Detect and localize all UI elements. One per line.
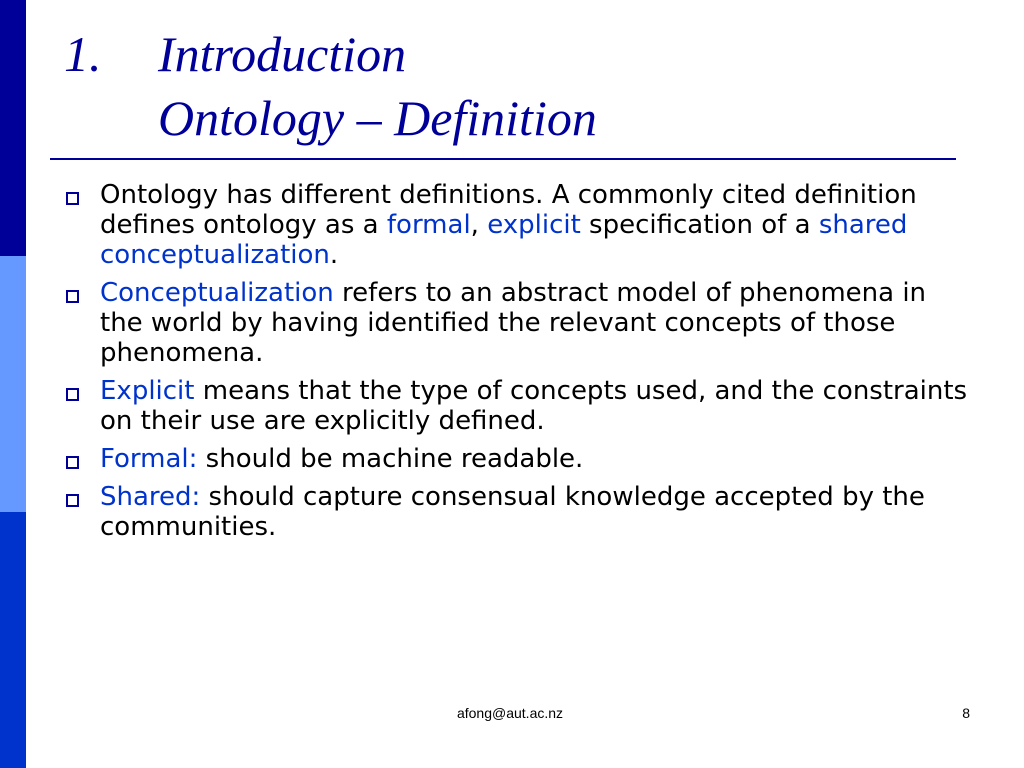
highlight-term-shared-conceptualization: shared conceptualization	[100, 210, 908, 270]
bullet-text: ,	[470, 210, 488, 240]
title-line-1	[64, 22, 964, 86]
highlight-term-explicit: explicit	[487, 210, 581, 240]
bullet-item	[64, 444, 974, 474]
side-bar-top-segment	[0, 0, 26, 256]
bullet-list	[64, 180, 974, 550]
title-divider	[50, 158, 956, 160]
bullet-item	[64, 180, 974, 270]
highlight-term-formal: Formal:	[100, 444, 198, 474]
side-bar	[0, 0, 26, 768]
bullet-text: .	[329, 240, 339, 270]
bullet-item	[64, 376, 974, 436]
footer-page-number: 8	[962, 705, 970, 721]
highlight-term-shared: Shared:	[100, 482, 201, 512]
bullet-text: Ontology has different definitions. A commonly cited definition defines ontology as a	[100, 180, 917, 240]
square-bullet-icon	[66, 192, 79, 205]
title-heading: Introduction	[158, 26, 407, 82]
footer-email: afong@aut.ac.nz	[456, 705, 564, 721]
highlight-term-explicit: Explicit	[100, 376, 195, 406]
title-number: 1.	[64, 26, 102, 82]
title-line-2	[64, 86, 964, 150]
bullet-item	[64, 278, 974, 368]
side-bar-middle-segment	[0, 256, 26, 512]
bullet-text: should capture consensual knowledge accepted by the communities.	[100, 482, 925, 542]
bullet-text: refers to an abstract model of phenomena in the world by having identified the relevant concepts of those phenomena.	[100, 278, 927, 368]
slide-title	[64, 22, 964, 150]
bullet-text: means that the type of concepts used, and the constraints on their use are explicitly defined.	[100, 376, 968, 436]
square-bullet-icon	[66, 456, 79, 469]
bullet-text: specification of a	[580, 210, 819, 240]
square-bullet-icon	[66, 494, 79, 507]
side-bar-bottom-segment	[0, 512, 26, 768]
highlight-term-formal: formal	[386, 210, 471, 240]
square-bullet-icon	[66, 290, 79, 303]
bullet-text: should be machine readable.	[197, 444, 584, 474]
title-subheading: Ontology – Definition	[158, 90, 597, 146]
bullet-item	[64, 482, 974, 542]
square-bullet-icon	[66, 388, 79, 401]
highlight-term-conceptualization: Conceptualization	[100, 278, 334, 308]
